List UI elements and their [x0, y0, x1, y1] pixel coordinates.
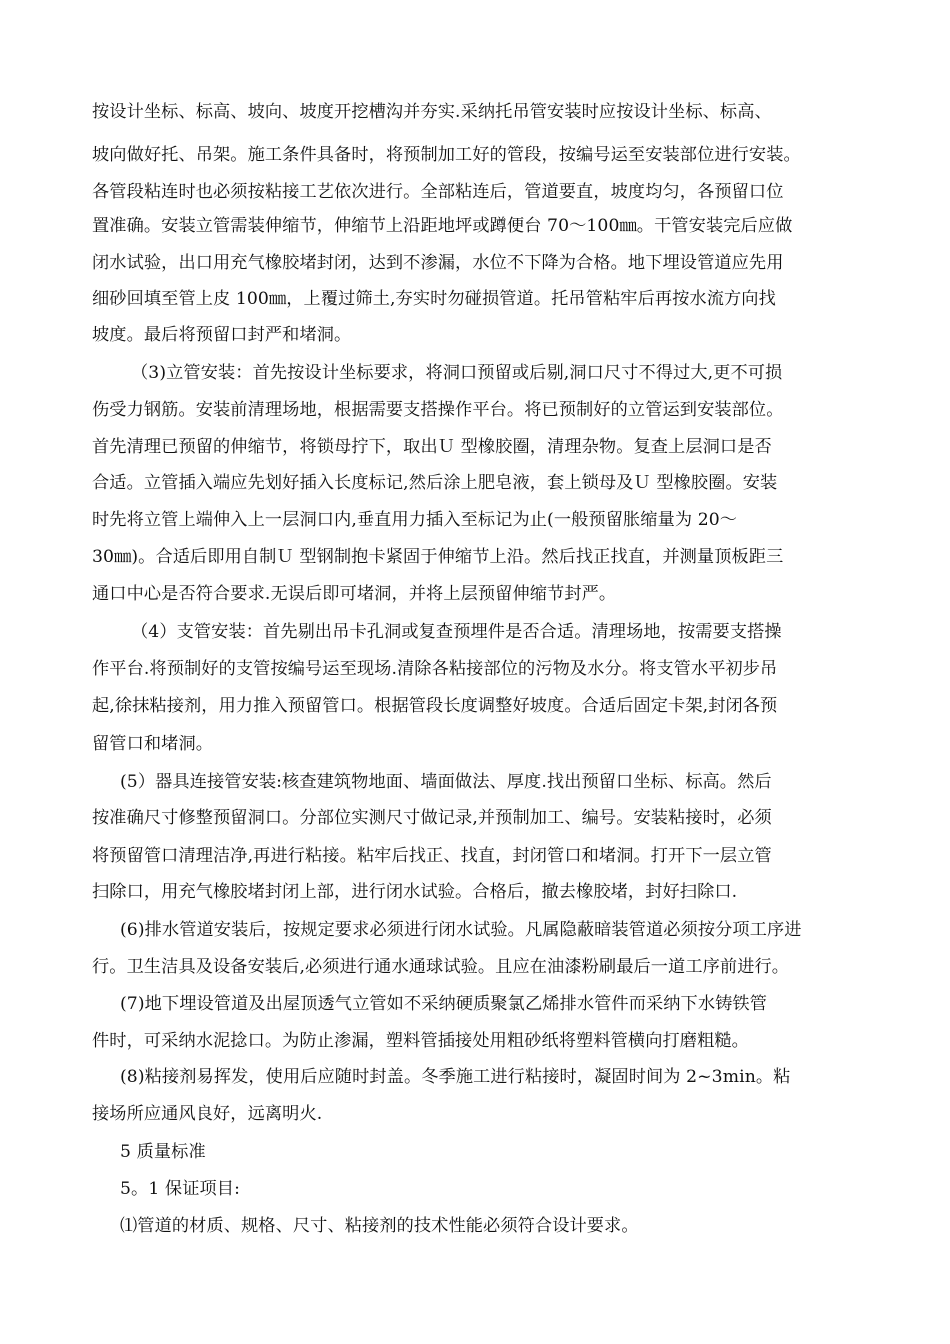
body-line: 行。卫生洁具及设备安装后,必须进行通水通球试验。且应在油漆粉刷最后一道工序前进行。	[92, 957, 790, 977]
body-line: 闭水试验，出口用充气橡胶堵封闭，达到不渗漏，水位不下降为合格。地下埋设管道应先用	[92, 253, 784, 273]
section-heading: 5 质量标准	[120, 1142, 206, 1162]
paragraph-start-line: (6)排水管道安装后，按规定要求必须进行闭水试验。凡属隐蔽暗装管道必须按分项工序进	[120, 920, 802, 940]
paragraph-start-line: (8)粘接剂易挥发，使用后应随时封盖。冬季施工进行粘接时，凝固时间为 2~3min。粘	[120, 1067, 791, 1087]
body-line: 起,徐抹粘接剂，用力推入预留管口。根据管段长度调整好坡度。合适后固定卡架,封闭各预	[92, 696, 778, 716]
body-line: 接场所应通风良好，远离明火.	[92, 1104, 323, 1124]
body-line: 置准确。安装立管需装伸缩节，伸缩节上沿距地坪或蹲便台 70～100㎜。干管安装完后应做	[92, 216, 793, 236]
paragraph-start-line: (7)地下埋设管道及出屋顶透气立管如不采纳硬质聚氯乙烯排水管件而采纳下水铸铁管	[120, 994, 767, 1014]
body-line: 留管口和堵洞。	[92, 734, 214, 754]
body-line: 各管段粘连时也必须按粘接工艺依次进行。全部粘连后，管道要直，坡度均匀，各预留口位	[92, 182, 784, 202]
body-line: 按准确尺寸修整预留洞口。分部位实测尺寸做记录,并预制加工、编号。安装粘接时，必须	[92, 808, 772, 828]
paragraph-start-line: (5）器具连接管安装:核查建筑物地面、墙面做法、厚度.找出预留口坐标、标高。然后	[120, 772, 772, 792]
body-line: 合适。立管插入端应先划好插入长度标记,然后涂上肥皂液，套上锁母及Ｕ 型橡胶圈。安装	[92, 473, 778, 493]
body-line: 30㎜)。合适后即用自制Ｕ 型钢制抱卡紧固于伸缩节上沿。然后找正找直，并测量顶板距三	[92, 547, 784, 567]
body-line: 件时，可采纳水泥捻口。为防止渗漏，塑料管插接处用粗砂纸将塑料管横向打磨粗糙。	[92, 1031, 749, 1051]
body-line: 将预留管口清理洁净,再进行粘接。粘牢后找正、找直，封闭管口和堵洞。打开下一层立管	[92, 846, 772, 866]
list-item: ⑴管道的材质、规格、尺寸、粘接剂的技术性能必须符合设计要求。	[120, 1216, 639, 1236]
body-line: 首先清理已预留的伸缩节，将锁母拧下，取出Ｕ 型橡胶圈，清理杂物。复查上层洞口是否	[92, 437, 772, 457]
subsection-heading: 5。1 保证项目:	[120, 1179, 240, 1199]
paragraph-start-line: （3)立管安装：首先按设计坐标要求，将洞口预留或后剔,洞口尺寸不得过大,更不可损	[131, 363, 783, 383]
body-line: 按设计坐标、标高、坡向、坡度开挖槽沟并夯实.采纳托吊管安装时应按设计坐标、标高、	[92, 102, 772, 122]
paragraph-start-line: （4）支管安装：首先剔出吊卡孔洞或复查预埋件是否合适。清理场地，按需要支搭操	[131, 622, 782, 642]
body-line: 细砂回填至管上皮 100㎜，上覆过筛土,夯实时勿碰损管道。托吊管粘牢后再按水流方向找	[92, 289, 776, 309]
body-line: 伤受力钢筋。安装前清理场地，根据需要支搭操作平台。将已预制好的立管运到安装部位。	[92, 400, 784, 420]
body-line: 坡度。最后将预留口封严和堵洞。	[92, 325, 352, 345]
body-line: 扫除口，用充气橡胶堵封闭上部，进行闭水试验。合格后，撤去橡胶堵，封好扫除口.	[92, 882, 738, 902]
body-line: 作平台.将预制好的支管按编号运至现场.清除各粘接部位的污物及水分。将支管水平初步吊	[92, 659, 778, 679]
body-line: 时先将立管上端伸入上一层洞口内,垂直用力插入至标记为止(一般预留胀缩量为 20～	[92, 510, 738, 530]
body-line: 通口中心是否符合要求.无误后即可堵洞，并将上层预留伸缩节封严。	[92, 584, 617, 604]
body-line: 坡向做好托、吊架。施工条件具备时，将预制加工好的管段，按编号运至安装部位进行安装。	[92, 145, 801, 165]
